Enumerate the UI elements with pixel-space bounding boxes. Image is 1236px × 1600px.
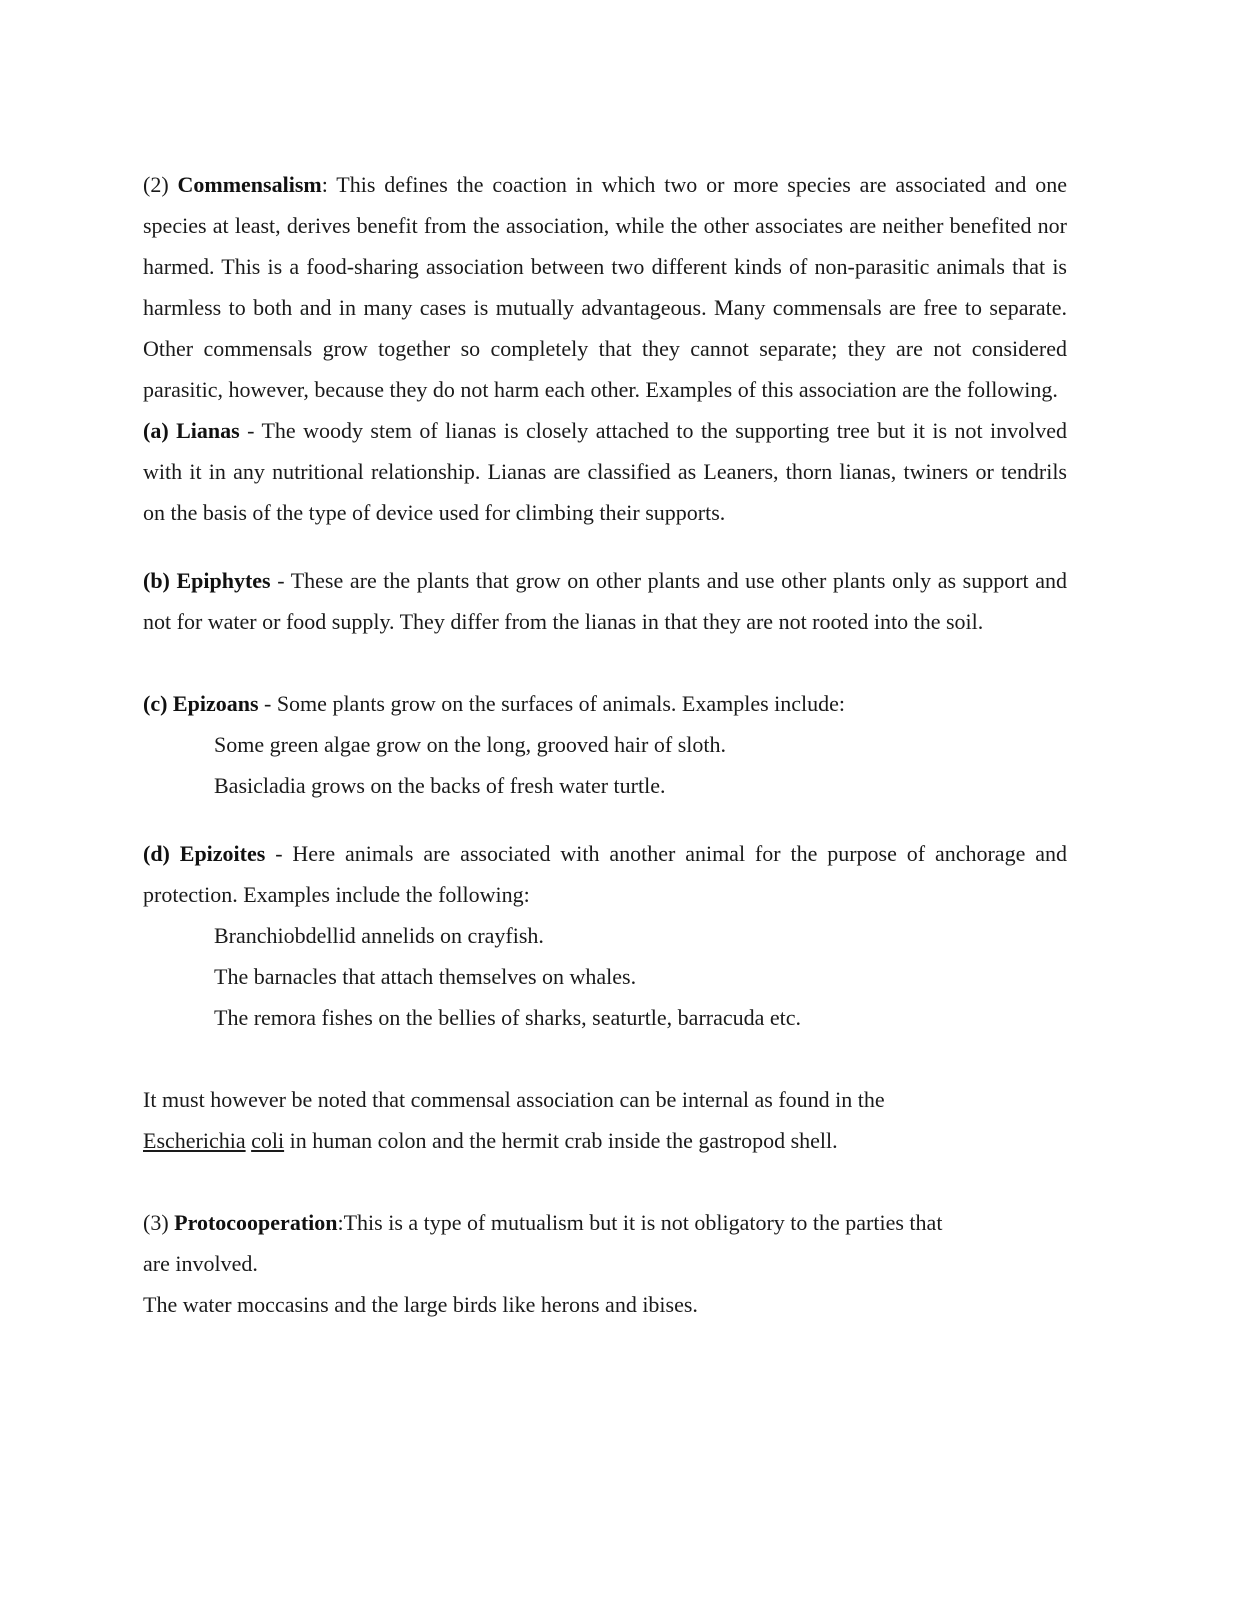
epizoites-example: Branchiobdellid annelids on crayfish. xyxy=(214,923,544,948)
epizoites-example: The remora fishes on the bellies of sharks, seaturtle, barracuda etc. xyxy=(214,1005,802,1030)
section-number: (2) xyxy=(143,172,178,197)
commensalism-text: : This defines the coaction in which two or more species are associated and one species at least, derives benefit from the association, while the other associates are neither benefited nor harmed. This is a food-sharing association between two different kinds of non-parasitic animals that is harmless to both and in many cases is mutually advantageous. Many commensals are free to separate. Other commensals grow together so completely that they cannot separate; they are not considered parasitic, however, because they do not harm each other. Examples of this association are the following. xyxy=(143,172,1067,402)
lianas-label: (a) Lianas xyxy=(143,418,240,443)
epiphytes-label: (b) Epiphytes xyxy=(143,568,271,593)
epizoites-paragraph xyxy=(143,833,1067,915)
section-number: (3) xyxy=(143,1210,175,1235)
epizoites-text: - Here animals are associated with another animal for the purpose of anchorage and protection. Examples include the following: xyxy=(143,841,1067,907)
species-name: coli xyxy=(251,1128,285,1153)
epiphytes-paragraph xyxy=(143,560,1067,642)
lianas-paragraph xyxy=(143,410,1067,533)
protocooperation-example: The water moccasins and the large birds like herons and ibises. xyxy=(143,1292,698,1317)
epizoans-paragraph xyxy=(143,683,1067,724)
protocooperation-paragraph xyxy=(143,1202,1067,1243)
spacer xyxy=(143,642,1067,683)
epizoans-text: - Some plants grow on the surfaces of animals. Examples include: xyxy=(258,691,846,716)
internal-note-line2 xyxy=(143,1120,1067,1161)
spacer xyxy=(143,533,1067,560)
lianas-text: - The woody stem of lianas is closely attached to the supporting tree but it is not involved with it in any nutritional relationship. Lianas are classified as Leaners, thorn lianas, twiners or tendrils on the basis of the type of device used for climbing their supports. xyxy=(143,418,1067,525)
internal-note-rest: in human colon and the hermit crab inside the gastropod shell. xyxy=(284,1128,838,1153)
epizoites-example: The barnacles that attach themselves on whales. xyxy=(214,964,637,989)
spacer xyxy=(143,1161,1067,1202)
genus-name: Escherichia xyxy=(143,1128,246,1153)
protocooperation-text-cont: are involved. xyxy=(143,1251,258,1276)
spacer xyxy=(143,1038,1067,1079)
epizoans-example: Some green algae grow on the long, grooved hair of sloth. xyxy=(214,732,726,757)
protocooperation-text: :This is a type of mutualism but it is not obligatory to the parties that xyxy=(337,1210,943,1235)
epizoans-label: (c) Epizoans xyxy=(143,691,259,716)
epizoans-example: Basicladia grows on the backs of fresh water turtle. xyxy=(214,773,666,798)
document-page xyxy=(143,164,1067,1325)
commensalism-term: Commensalism xyxy=(177,172,322,197)
epizoites-label: (d) Epizoites xyxy=(143,841,266,866)
protocooperation-term: Protocooperation xyxy=(174,1210,338,1235)
internal-note-line1: It must however be noted that commensal association can be internal as found in the xyxy=(143,1087,885,1112)
spacer xyxy=(143,806,1067,833)
commensalism-paragraph xyxy=(143,164,1067,410)
epiphytes-text: - These are the plants that grow on other plants and use other plants only as support and not for water or food supply. They differ from the lianas in that they are not rooted into the soil. xyxy=(143,568,1067,634)
